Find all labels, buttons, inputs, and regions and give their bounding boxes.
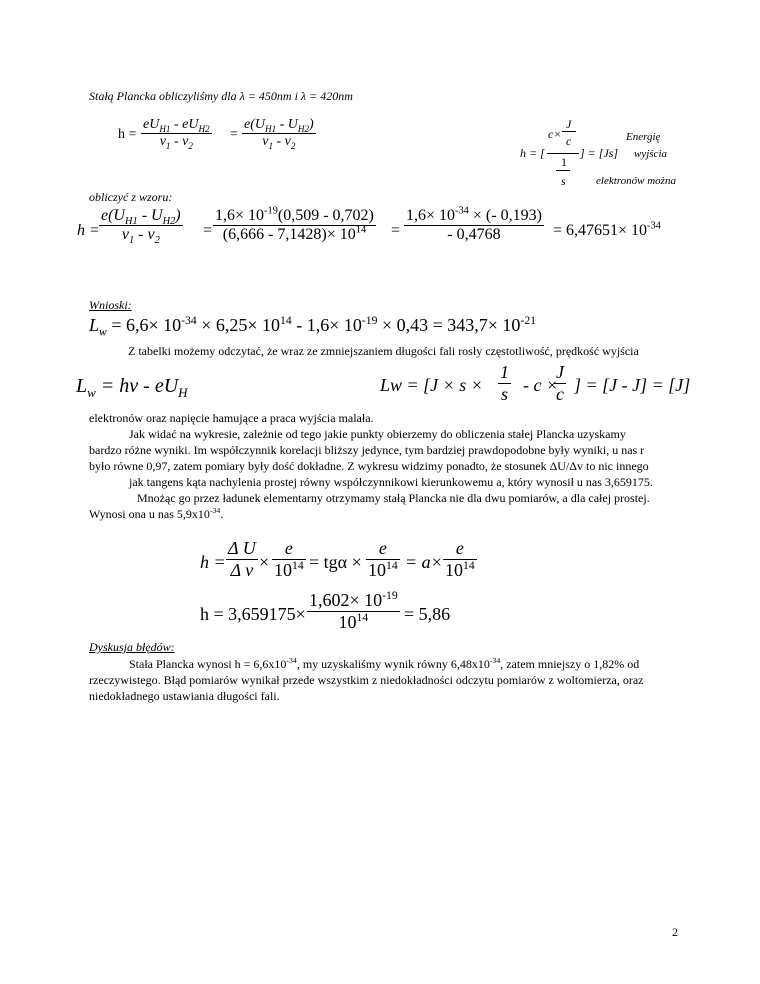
- eq3-fraction-4: $\frac{e}{10^{14}}$: [445, 538, 475, 580]
- lw-equation: $L_w = 6,6\times 10^{-34} \times 6,25\times 10^{14} - 1,6\times 10^{-19} \times 0,43 = 343,7\times 10^{-21}$: [89, 314, 537, 339]
- units-note-1: Energię: [626, 131, 661, 143]
- units-rhs: ] = [Js]: [580, 146, 619, 160]
- paragraph-1: Z tabelki możemy odczytać, że wraz ze zmniejszaniem długości fali rosły częstotliwość, prędkość wyjścia: [128, 344, 639, 358]
- eq1-fraction-1: $eU_{H1} - eU_{H2}$ $v_1 - v_2$: [143, 117, 210, 151]
- eq3-tg: = tgα ×: [309, 552, 362, 572]
- eq2-equals-2: =: [391, 222, 401, 239]
- dyskusja-heading: Dyskusja błędów:: [89, 640, 175, 654]
- lw-units-fraction-2: $\frac{J}{c}$: [556, 362, 564, 404]
- eq4-lhs: h = 3,659175×: [200, 604, 306, 624]
- eq3-fraction-1: $\frac{\text{Δ U}}{\text{Δ v}}$: [228, 538, 256, 580]
- units-s: s: [561, 174, 566, 188]
- eq3-fraction-3: $\frac{e}{10^{14}}$: [368, 538, 398, 580]
- eq3-fraction-2: $\frac{e}{10^{14}}$: [274, 538, 304, 580]
- eq2-equals-3: =: [553, 222, 563, 239]
- eq1-equals: =: [230, 127, 238, 142]
- units-den-fraction-bar: [556, 170, 570, 171]
- units-main-fraction-bar: [547, 153, 579, 154]
- law-equation: $L_w$ = hv - $eU_H$: [76, 375, 188, 400]
- eq2-fraction-3: $\frac{1,6\times 10^{-34} \times (- 0,193)}{- 0,4768}$: [406, 205, 542, 243]
- eq2-lhs: h =: [77, 222, 100, 239]
- lw-units-rhs: ] = [J - J] = [J]: [574, 375, 691, 395]
- units-lhs: h = [: [520, 146, 545, 160]
- eq2-fraction-1: $\frac{e(U_{H1} - U_{H2})}{v_1 - v_2}$: [101, 207, 181, 247]
- units-one: 1: [561, 155, 567, 169]
- eq1-lhs: h =: [118, 127, 137, 142]
- eq4-fraction: $\frac{1,602\times 10^{-19}}{10^{14}}$: [309, 589, 398, 632]
- units-note-3: elektronów można: [596, 175, 676, 187]
- eq3-times: ×: [259, 552, 270, 572]
- eq3-a: = a×: [405, 552, 443, 572]
- intro-text: Stałą Plancka obliczyliśmy dla λ = 450nm i λ = 420nm: [89, 89, 353, 103]
- eq2-equals-1: =: [203, 222, 213, 239]
- eq4-rhs: = 5,86: [404, 604, 451, 624]
- eq3-lhs: h =: [200, 552, 226, 572]
- units-note-2: wyjścia: [634, 148, 667, 160]
- eq2-fraction-2: $\frac{1,6\times 10^{-19}(0,509 - 0,702)}{(6,666 - 7,1428)\times 10^{14}}$: [215, 205, 374, 243]
- dyskusja-paragraph: Stała Plancka wynosi $h = 6,6x10^{-34}$, my uzyskaliśmy wynik równy $6,48x10^{-34}$, zatem mniejszy o 1,82% od rzeczywistego. Błąd pomiarów wynikał przede wszystkim z niedokładności odczytu pomiarów z woltomierza, oraz niedokładnego ustawiania długości fali.: [89, 656, 644, 703]
- units-j-top: J: [566, 117, 572, 131]
- units-c-times: c×: [548, 127, 562, 141]
- lw-units-fraction-1: $\frac{1}{s}$: [500, 362, 509, 404]
- lw-units-mid: - c ×: [523, 375, 559, 395]
- lw-units-lhs: Lw = [J × s ×: [380, 375, 483, 395]
- units-inner-fraction-bar: [562, 131, 576, 132]
- paragraph-2: elektronów oraz napięcie hamujące a praca wyjścia malała. Jak widać na wykresie, zależnie od tego jakie punkty obierzemy do obliczenia stałej Plancka uzyskamy bardzo różne wyniki. Im współczynnik korelacji bliższy jedyncе, tym bardziej prawdopodobne były wyniki, u nas r było równe 0,97, zatem pomiary były dość dokładne. Z wykresu widzimy ponadto, że stosunek ΔU/Δv to nic innego jak tangens kąta nachylenia prostej równy współczynnikowi kierunkowemu a, który wynosił u nas 3,659175. Mnożąc go przez ładunek elementarny otrzymamy stałą Plancka nie dla dwu pomiarów, a dla całej prostej. Wynosi ona u nas $5,9x10^{-34}$.: [89, 411, 653, 521]
- eq2-result: $6,47651\times 10^{-34}$: [566, 220, 661, 239]
- wnioski-heading: Wnioski:: [89, 298, 132, 312]
- units-c-bottom: c: [566, 134, 572, 148]
- page-number: 2: [672, 925, 678, 939]
- calc-label: obliczyć z wzoru:: [89, 190, 173, 204]
- eq1-fraction-2: $\frac{e(U_{H1} - U_{H2})}{v_1 - v_2}$: [244, 117, 314, 151]
